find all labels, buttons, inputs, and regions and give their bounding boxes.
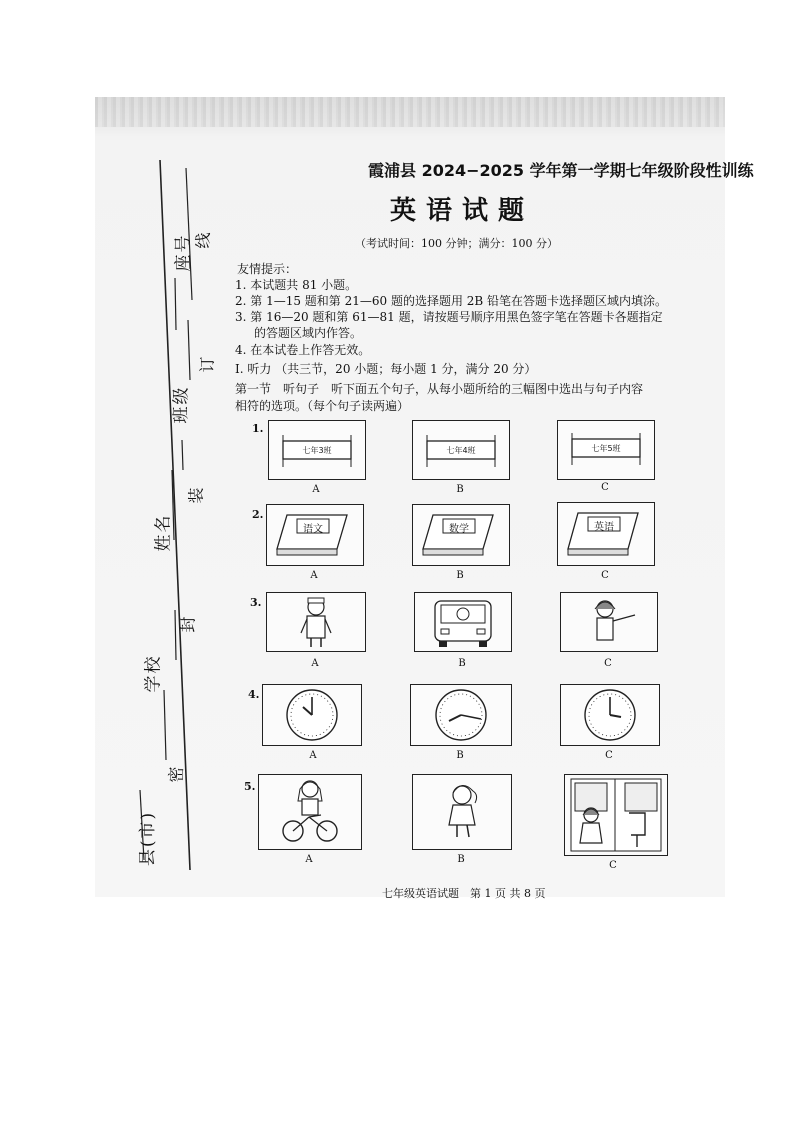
note-1: 1. 本试题共 81 小题。 — [235, 278, 358, 292]
name-label: 姓名 — [153, 513, 174, 552]
note-3-cont: 的答题区域内作答。 — [254, 326, 363, 340]
book-icon — [413, 505, 509, 565]
option-letter: B — [458, 658, 466, 669]
book-icon — [267, 505, 363, 565]
doctor-icon — [267, 593, 365, 651]
seat-number-label: 座号 — [173, 233, 194, 272]
seal-char-secret: 密 — [166, 764, 186, 783]
option-letter: C — [601, 482, 609, 493]
option-picture[interactable] — [268, 420, 366, 480]
option-letter: A — [312, 484, 320, 495]
option-picture[interactable] — [557, 420, 655, 480]
option-letter: A — [311, 658, 319, 669]
option-picture[interactable] — [560, 592, 658, 652]
option-picture[interactable] — [560, 684, 660, 746]
option-picture[interactable] — [412, 504, 510, 566]
girl-bus-icon — [565, 775, 667, 855]
question-number: 5. — [244, 780, 256, 793]
option-picture[interactable] — [412, 774, 512, 850]
girl-bike-icon — [259, 775, 361, 849]
clock-icon — [263, 685, 361, 745]
option-letter: B — [456, 484, 464, 495]
notes-heading: 友情提示： — [237, 262, 298, 276]
book-title: 英语 — [594, 522, 614, 533]
option-picture[interactable] — [557, 502, 655, 566]
sign-text: 七年4班 — [446, 446, 476, 455]
option-letter: B — [456, 750, 464, 761]
option-letter: A — [305, 854, 313, 865]
note-4: 4. 在本试卷上作答无效。 — [235, 343, 371, 357]
option-picture[interactable] — [410, 684, 512, 746]
clock-icon — [561, 685, 659, 745]
option-picture[interactable] — [258, 774, 362, 850]
book-icon — [558, 503, 654, 565]
exam-info: （考试时间：100 分钟；满分：100 分） — [355, 237, 558, 250]
seal-char-line: 线 — [193, 230, 213, 249]
book-title: 语文 — [303, 524, 323, 535]
school-label: 学校 — [143, 654, 164, 693]
option-letter: C — [604, 658, 612, 669]
book-title: 数学 — [449, 524, 469, 535]
option-picture[interactable] — [412, 420, 510, 480]
bus-driver-icon — [415, 593, 511, 651]
question-number: 3. — [250, 596, 262, 609]
section-title: Ⅰ. 听力 （共三节，20 小题；每小题 1 分，满分 20 分） — [235, 362, 537, 376]
question-number: 4. — [248, 688, 260, 701]
part1-instructions-cont: 相符的选项。（每个句子读两遍） — [235, 399, 410, 413]
option-picture[interactable] — [266, 592, 366, 652]
sign-text: 七年3班 — [302, 446, 332, 455]
page-footer: 七年级英语试题 第 1 页 共 8 页 — [382, 887, 546, 900]
option-letter: A — [309, 750, 317, 761]
note-3: 3. 第 16—20 题和第 61—81 题，请按题号顺序用黑色签字笔在答题卡各题指定 — [235, 310, 663, 324]
option-letter: A — [310, 570, 318, 581]
subject-title: 英语试题 — [390, 196, 535, 226]
option-letter: C — [605, 750, 613, 761]
exam-title: 霞浦县 2024−2025 学年第一学期七年级阶段性训练 — [368, 161, 754, 180]
girl-walking-icon — [413, 775, 511, 849]
clock-icon — [411, 685, 511, 745]
option-picture[interactable] — [564, 774, 668, 856]
part1-instructions: 第一节 听句子 听下面五个句子，从每小题所给的三幅图中选出与句子内容 — [235, 382, 644, 396]
option-letter: C — [609, 860, 617, 871]
teacher-icon — [561, 593, 657, 651]
seal-char-bind: 订 — [197, 354, 217, 373]
option-letter: B — [456, 570, 464, 581]
option-picture[interactable] — [266, 504, 364, 566]
sign-text: 七年5班 — [591, 444, 621, 453]
seal-char-seal: 封 — [178, 614, 198, 633]
question-number: 1. — [252, 422, 264, 435]
note-2: 2. 第 1—15 题和第 21—60 题的选择题用 2B 铅笔在答题卡选择题区域内填涂。 — [235, 294, 668, 308]
option-picture[interactable] — [262, 684, 362, 746]
option-letter: B — [457, 854, 465, 865]
option-picture[interactable] — [414, 592, 512, 652]
question-number: 2. — [252, 508, 264, 521]
seal-char-fix: 装 — [186, 485, 206, 504]
class-label: 班级 — [171, 385, 192, 424]
county-label: 县(市) — [138, 810, 159, 867]
option-letter: C — [601, 570, 609, 581]
